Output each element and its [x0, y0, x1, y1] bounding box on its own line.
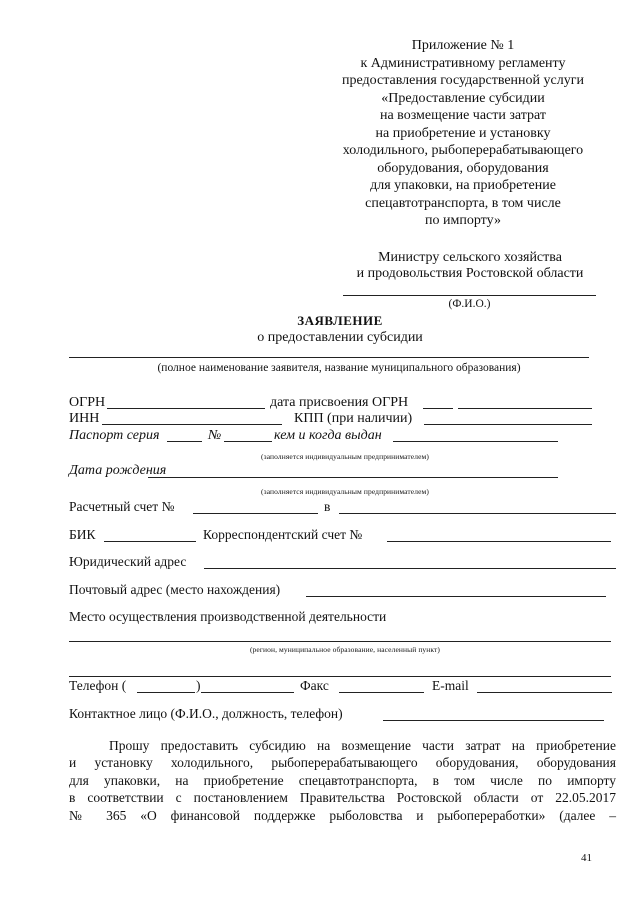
account-field[interactable]: [193, 513, 318, 514]
appendix-line: оборудования, оборудования: [377, 160, 549, 176]
phone-number-field[interactable]: [201, 692, 294, 693]
inn-label: ИНН: [69, 411, 100, 426]
addressee-fio-caption: (Ф.И.О.): [448, 298, 491, 310]
document-subtitle: о предоставлении субсидии: [257, 330, 423, 345]
region-caption: (регион, муниципальное образование, населенный пункт): [249, 645, 441, 654]
document-title: ЗАЯВЛЕНИЕ: [297, 313, 383, 328]
passport-issued-label: кем и когда выдан: [274, 428, 382, 443]
appendix-line: Приложение № 1: [411, 38, 515, 53]
fax-field[interactable]: [339, 692, 424, 693]
request-line: № 365 «О финансовой поддержке рыболовства и рыбопереработки» (далее –: [69, 807, 616, 823]
email-label: E-mail: [432, 678, 469, 693]
passport-series-label: Паспорт серия: [69, 428, 160, 443]
request-line: Прошу предоставить субсидию на возмещение части затрат на приобретение: [109, 738, 616, 753]
appendix-line: на возмещение части затрат: [379, 108, 547, 123]
addressee-line-2: и продовольствия Ростовской области: [356, 266, 584, 281]
bik-label: БИК: [69, 527, 96, 542]
appendix-line: предоставления государственной услуги: [342, 73, 584, 88]
birth-date-label: Дата рождения: [69, 463, 167, 478]
kpp-field[interactable]: [424, 424, 592, 425]
inn-field[interactable]: [102, 424, 282, 425]
account-bank-field[interactable]: [339, 513, 616, 514]
fax-label: Факс: [300, 678, 329, 693]
birth-date-field[interactable]: [148, 477, 558, 478]
ogrn-date-label: дата присвоения ОГРН: [270, 395, 409, 410]
phone-close: ): [196, 678, 201, 693]
postal-address-label: Почтовый адрес (место нахождения): [69, 582, 281, 597]
addressee-line-1: Министру сельского хозяйства: [378, 250, 562, 265]
appendix-line: к Административному регламенту: [360, 55, 566, 71]
phone-code-field[interactable]: [137, 692, 195, 693]
appendix-line: «Предоставление субсидии: [381, 90, 545, 106]
request-line: и установку холодильного, рыбоперерабатывающего оборудования, оборудования: [69, 755, 616, 771]
kpp-label: КПП (при наличии): [294, 411, 413, 426]
passport-series-field[interactable]: [167, 441, 202, 442]
ogrn-date-field-1[interactable]: [423, 408, 453, 409]
ip-note-2: (заполняется индивидуальным предпринимателем): [261, 487, 429, 496]
account-bank-label: в: [324, 499, 331, 514]
contact-person-label: Контактное лицо (Ф.И.О., должность, телефон): [69, 706, 343, 721]
corr-account-field[interactable]: [387, 541, 611, 542]
production-place-field[interactable]: [69, 641, 611, 642]
email-field[interactable]: [477, 692, 612, 693]
account-label: Расчетный счет №: [69, 499, 175, 514]
production-place-label: Место осуществления производственной деятельности: [69, 609, 387, 624]
bik-field[interactable]: [104, 541, 196, 542]
applicant-name-line: [69, 357, 589, 358]
ogrn-field[interactable]: [107, 408, 265, 409]
postal-address-field[interactable]: [306, 596, 606, 597]
appendix-line: на приобретение и установку: [375, 125, 551, 141]
request-line: в соответствии с постановлением Правительства Ростовской области от 22.05.2017: [69, 790, 616, 806]
legal-address-label: Юридический адрес: [69, 554, 187, 569]
appendix-line: для упаковки, на приобретение: [370, 178, 556, 193]
legal-address-field[interactable]: [204, 568, 616, 569]
passport-number-field[interactable]: [224, 441, 272, 442]
addressee-fio-line: [343, 295, 596, 296]
appendix-line: холодильного, рыбоперерабатывающего: [342, 143, 584, 158]
request-line: для упаковки, на приобретение спецавтотранспорта, в том числе по импорту: [69, 772, 616, 788]
phone-label: Телефон (: [69, 678, 127, 693]
request-paragraph: [69, 737, 616, 824]
ip-note-1: (заполняется индивидуальным предпринимателем): [261, 452, 429, 461]
production-place-field-2[interactable]: [69, 676, 611, 677]
appendix-header: [318, 38, 608, 231]
ogrn-date-field-2[interactable]: [458, 408, 592, 409]
passport-number-label: №: [208, 428, 222, 443]
ogrn-label: ОГРН: [69, 395, 106, 410]
page-number: 41: [581, 852, 592, 864]
appendix-line: спецавтотранспорта, в том числе: [365, 195, 561, 211]
applicant-name-caption: (полное наименование заявителя, название муниципального образования): [157, 362, 521, 374]
passport-issued-field[interactable]: [393, 441, 558, 442]
appendix-line: по импорту»: [425, 213, 501, 228]
contact-person-field[interactable]: [383, 720, 604, 721]
corr-account-label: Корреспондентский счет №: [203, 527, 363, 542]
